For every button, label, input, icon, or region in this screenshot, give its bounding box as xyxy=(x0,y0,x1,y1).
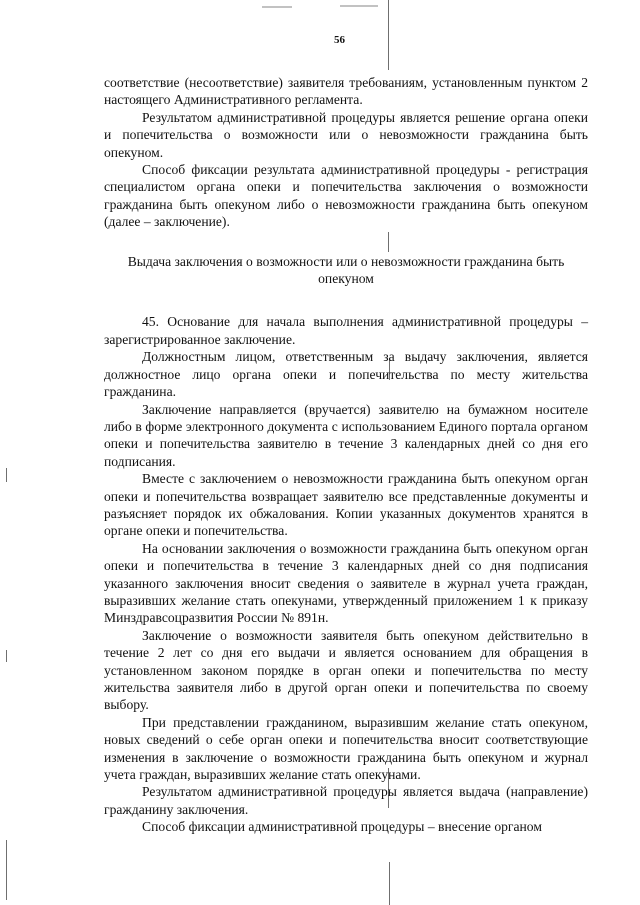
paragraph: На основании заключения о возможности гражданина быть опекуном орган опеки и попечительства в течение 3 календарных дней со дня подписания указанного заключения вносит сведения о заявителе в журнал учета граждан, выразивших желание стать опекунами, утвержденный приложением 1 к приказу Минздравсоцразвития России № 891н. xyxy=(104,540,588,626)
paragraph: Вместе с заключением о невозможности гражданина быть опекуном орган опеки и попечительства возвращает заявителю все представленные документы и разъясняет порядок их обжалования. Копии указанных документов хранятся в органе опеки и попечительства. xyxy=(104,471,588,539)
paragraph: Заключение о возможности заявителя быть опекуном действительно в течение 2 лет со дня его выдачи и является основанием для обращения в установленном законом порядке в орган опеки и попечительства по месту жительства заявителя либо в другой орган опеки и попечительства по своему выбору. xyxy=(104,627,588,713)
page-number: 56 xyxy=(334,34,345,46)
paragraph: Результатом административной процедуры является решение органа опеки и попечительства о возможности или о невозможности гражданина быть опекуном. xyxy=(104,109,588,160)
paragraph: Должностным лицом, ответственным за выдачу заключения, является должностное лицо органа опеки и попечительства по месту жительства гражданина. xyxy=(104,349,588,400)
section-heading: Выдача заключения о возможности или о невозможности гражданина быть опекуном xyxy=(127,253,565,287)
paragraph: При представлении гражданином, выразившим желание стать опекуном, новых сведений о себе орган опеки и попечительства вносит соответствующие изменения в заключение о возможности гражданина быть опекуном и журнал учета граждан, выразивших желание стать опекунами. xyxy=(104,714,588,783)
paragraph: Результатом административной процедуры является выдача (направление) гражданину заключения. xyxy=(104,784,588,817)
binding-line xyxy=(388,0,389,70)
paragraph: Заключение направляется (вручается) заявителю на бумажном носителе либо в форме электронного документа с использованием Единого портала органом опеки и попечительства заявителю в течение 3 календарных дней со дня его подписания. xyxy=(104,401,588,469)
paragraph: соответствие (несоответствие) заявителя требованиям, установленным пунктом 2 настоящего Административного регламента. xyxy=(104,75,588,108)
left-edge-mark xyxy=(6,468,7,482)
binding-line xyxy=(389,862,390,905)
scan-smudge xyxy=(340,5,378,7)
paragraph: 45. Основание для начала выполнения административной процедуры – зарегистрированное заключение. xyxy=(104,314,588,347)
paragraph: Способ фиксации результата административной процедуры - регистрация специалистом органа опеки и попечительства заключения о возможности гражданина быть опекуном либо о невозможности гражданина быть опекуном (далее – заключение). xyxy=(104,162,588,230)
left-edge-mark xyxy=(6,650,7,662)
paragraph: Способ фиксации административной процедуры – внесение органом xyxy=(142,819,542,835)
left-edge-mark xyxy=(6,840,7,900)
document-body xyxy=(104,74,588,836)
scan-smudge xyxy=(262,6,292,8)
